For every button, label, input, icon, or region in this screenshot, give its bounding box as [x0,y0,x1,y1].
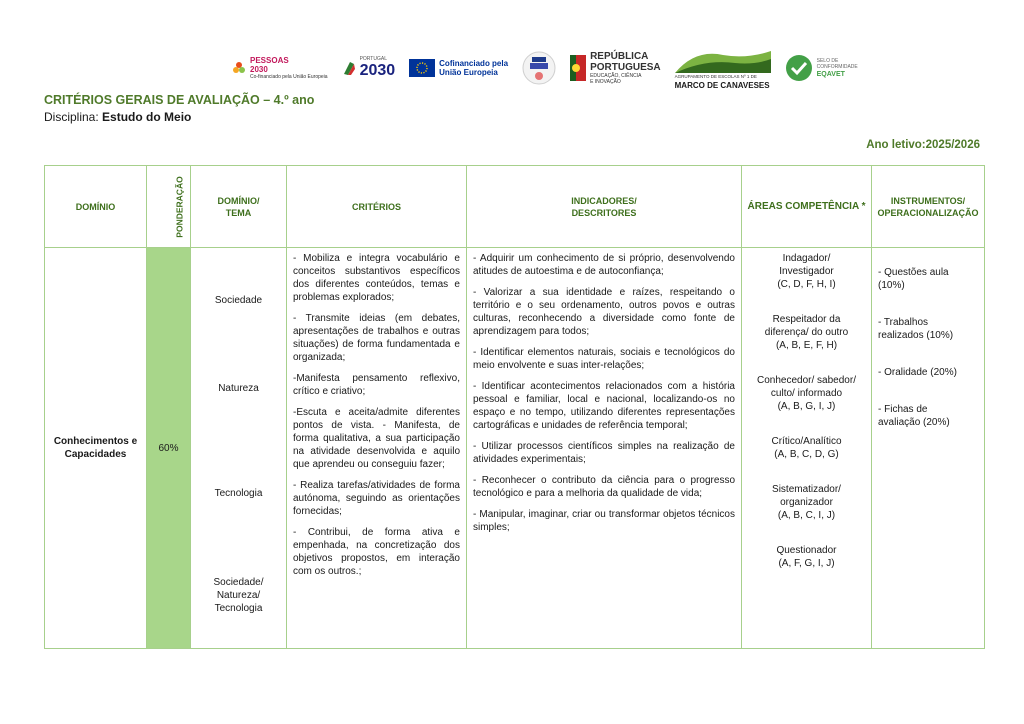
discipline-label: Disciplina: [44,110,103,124]
header-indicadores-line1: INDICADORES/ [571,195,637,206]
tema-combined-line3: Tecnologia [214,603,263,614]
header-instrumentos [872,166,985,248]
instrumento-item [878,403,978,429]
indicador-item: - Reconhecer o contributo da ciência para o progresso tecnológico e para a melhoria da qualidade de vida; [473,475,735,499]
discipline-line [44,110,191,124]
indicador-item: - Valorizar a sua identidade e raízes, respeitando o território e o seu ordenamento, outros povos e outras culturas, reconhecendo a diversidade como fonte de aprendizagem para todos; [473,287,735,337]
criterio-item: -Manifesta pensamento reflexivo, crítico e criativo; [293,373,460,397]
eqavet-line1: SELO DE [816,57,839,64]
instrumento-line: - Questões aula [878,267,949,278]
indicador-item: - Identificar acontecimentos relacionados com a história pessoal e familiar, local e nacional, localizando-os no espaço e no tempo, utilizando diferentes representações cartográficas e unidades de referência temporal; [473,381,735,431]
area-item [748,313,865,352]
header-dominio: DOMÍNIO [45,166,147,248]
pessoas-year: 2030 [250,65,268,74]
tema-sociedade: Sociedade [214,295,263,306]
instrumento-line: - Trabalhos [878,317,929,328]
tema-combined [191,576,286,615]
pessoas-2030-logo [232,56,328,80]
area-line: Respeitador da [772,314,841,325]
tema-combined-line1: Sociedade/ [213,577,264,588]
indicadores-cell [467,248,742,649]
criteria-table [44,165,985,649]
header-ponderacao-text: PONDERAÇÃO [174,175,185,238]
logos-strip [232,42,858,94]
area-line: Conhecedor/ sabedor/ [757,375,856,386]
agrupamento-line1: AGRUPAMENTO DE ESCOLAS Nº 1 DE [674,73,757,79]
area-item [748,483,865,522]
instrumento-line: realizados (10%) [878,330,954,341]
area-item [748,544,865,570]
pessoas-icon [232,61,246,75]
pessoas-caption: Co-financiado pela União Europeia [250,74,328,80]
republica-line2: PORTUGUESA [590,61,661,73]
area-line: organizador [780,497,833,508]
instrumento-item [878,266,978,292]
instrumento-line: - Fichas de [878,404,928,415]
area-line: (A, B, C, D, G) [774,449,839,460]
header-criterios: CRITÉRIOS [287,166,467,248]
temas-cell [191,248,287,649]
dominio-line2: Capacidades [64,449,127,460]
area-line: Crítico/Analítico [771,436,842,447]
area-line: (A, B, E, F, H) [775,340,838,351]
school-year: Ano letivo:2025/2026 [866,139,980,151]
header-indicadores-line2: DESCRITORES [571,207,637,218]
area-line: Indagador/ [782,253,831,264]
criterio-item: - Transmite ideias (em debates, apresentações de trabalhos e outras situações) de forma fundamentada e organizada; [293,313,460,363]
eu-flag-icon [409,59,435,77]
republica-line4: E INOVAÇÃO [590,78,621,85]
eqavet-line3: EQAVET [816,70,845,78]
area-item [748,374,865,413]
header-instrumentos-line2: OPERACIONALIZAÇÃO [877,207,979,218]
criterios-cell [287,248,467,649]
indicador-item: - Manipular, imaginar, criar ou transformar objetos técnicos simples; [473,509,735,533]
eu-line1: Cofinanciado pela [439,59,509,68]
criterio-item: -Escuta e aceita/admite diferentes pontos de vista. - Manifesta, de forma qualitativa, a sua participação na atividade desenvolvida e aquilo que aprendeu ou conseguiu fazer; [293,407,460,470]
checkmark-icon [785,54,813,82]
instrumento-line: avaliação (20%) [878,417,950,428]
hills-icon [675,47,771,73]
dominio-cell [45,248,147,649]
ponderacao-cell: 60% [147,248,191,649]
discipline-value: Estudo do Meio [102,110,192,124]
header-tema-line1: DOMÍNIO/ [217,195,260,206]
instrumento-line: (10%) [878,280,905,291]
area-line: culto/ informado [770,388,843,399]
area-line: diferença/ do outro [764,327,849,338]
page-title: CRITÉRIOS GERAIS DE AVALIAÇÃO – 4.º ano [44,93,315,107]
dominio-line1: Conhecimentos e [53,436,138,447]
republica-flag-icon [570,55,586,81]
portugal-prefix: PORTUGAL [359,56,387,62]
indicador-item: - Adquirir um conhecimento de si próprio, desenvolvendo atitudes de autoestima e de autoconfiança; [473,253,735,277]
criterio-item: - Realiza tarefas/atividades de forma autónoma, seguindo as orientações fornecidas; [293,480,460,517]
portugal-flag-icon [342,60,356,76]
republica-line1: REPÚBLICA [590,50,649,62]
eu-cofinanciado-logo [409,59,508,77]
header-tema [191,166,287,248]
area-line: (C, D, F, H, I) [777,279,836,290]
agrupamento-logo [675,47,771,90]
area-line: (A, B, G, I, J) [777,401,836,412]
indicador-item: - Identificar elementos naturais, sociais e tecnológicos do meio envolvente e suas inter-relações; [473,347,735,371]
header-instrumentos-line1: INSTRUMENTOS/ [890,195,966,206]
eu-line2: União Europeia [439,68,498,77]
header-ponderacao [147,166,191,248]
area-item [748,252,865,291]
criterio-item: - Mobiliza e integra vocabulário e conceitos substantivos específicos dos diferentes conteúdos, temas e problemas explorados; [293,253,460,303]
header-tema-line2: TEMA [225,207,252,218]
instrumentos-cell [872,248,985,649]
eqavet-line2: CONFORMIDADE [816,63,858,70]
portugal-2030-logo [342,56,396,80]
indicador-item: - Utilizar processos científicos simples na realização de atividades experimentais; [473,441,735,465]
header-areas: ÁREAS COMPETÊNCIA * [742,166,872,248]
republica-portuguesa-logo [570,52,661,85]
instrumento-item [878,366,978,379]
area-item [748,435,865,461]
tema-tecnologia: Tecnologia [214,488,263,499]
estrategica-badge-icon [522,51,556,85]
tema-natureza: Natureza [218,383,259,394]
estrategica-badge [522,51,556,85]
table-row [45,248,985,649]
eqavet-logo [785,54,858,82]
pessoas-name: PESSOAS [250,56,289,65]
tema-combined-line2: Natureza/ [216,590,261,601]
criterio-item: - Contribui, de forma ativa e empenhada, na concretização dos objetivos propostos, em interação com os outros.; [293,527,460,577]
table-header-row [45,166,985,248]
area-line: Questionador [776,545,837,556]
areas-cell [742,248,872,649]
area-line: (A, F, G, I, J) [778,558,835,569]
header-indicadores [467,166,742,248]
instrumento-item [878,316,978,342]
republica-line3: EDUCAÇÃO, CIÊNCIA [590,72,642,79]
area-line: Investigador [779,266,834,277]
agrupamento-line2: MARCO DE CANAVESES [674,80,770,90]
area-line: Sistematizador/ [772,484,841,495]
portugal-2030-text: 2030 [359,62,396,79]
instrumento-line: - Oralidade (20%) [878,367,957,378]
area-line: (A, B, C, I, J) [777,510,836,521]
